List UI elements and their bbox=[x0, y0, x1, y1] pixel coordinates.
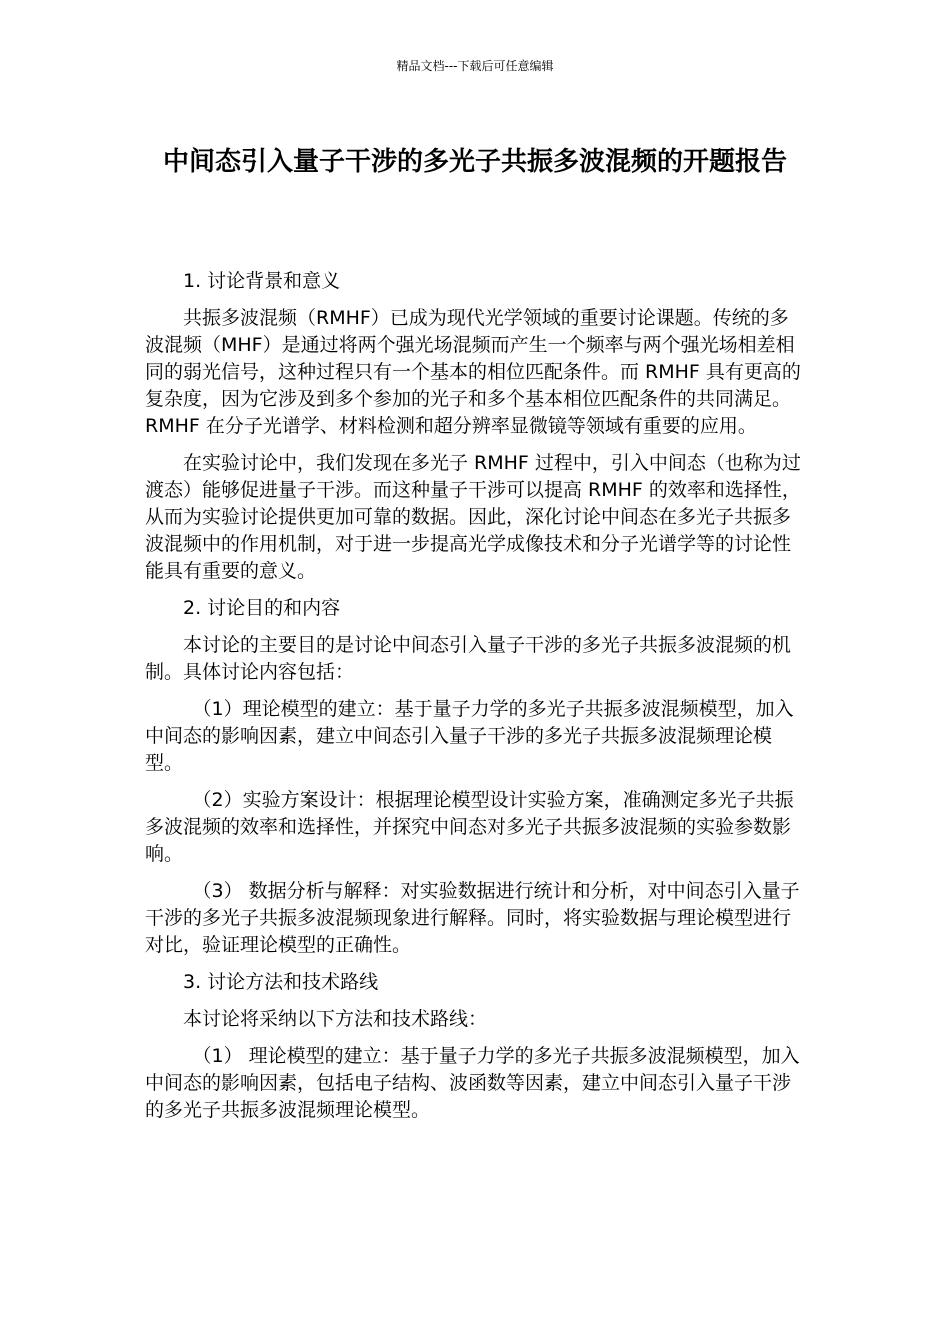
paragraph: 本讨论的主要目的是讨论中间态引入量子干涉的多光子共振多波混频的机制。具体讨论内容包括： bbox=[145, 634, 792, 683]
section-heading-background: 1. 讨论背景和意义 bbox=[183, 270, 341, 292]
list-item: （1） 理论模型的建立：基于量子力学的多光子共振多波混频模型，加入中间态的影响因素，包括电子结构、波函数等因素，建立中间态引入量子干涉的多光子共振多波混频理论模型。 bbox=[145, 1045, 800, 1121]
document-body bbox=[145, 268, 805, 1134]
section-heading-methods: 3. 讨论方法和技术路线 bbox=[183, 971, 379, 993]
section-heading-objectives: 2. 讨论目的和内容 bbox=[183, 597, 341, 619]
paragraph: 共振多波混频（RMHF）已成为现代光学领域的重要讨论课题。传统的多波混频（MHF）是通过将两个强光场混频而产生一个频率与两个强光场相差相同的弱光信号，这种过程只有一个基本的相位匹配条件。而 RMHF 具有更高的复杂度，因为它涉及到多个参加的光子和多个基本相位匹配条件的共同满足。RMHF 在分子光谱学、材料检测和超分辨率显微镜等领域有重要的应用。 bbox=[145, 307, 801, 437]
header-note: 精品文档---下载后可任意编辑 bbox=[396, 59, 554, 73]
paragraph: 本讨论将采纳以下方法和技术路线： bbox=[183, 1008, 488, 1030]
list-item: （1）理论模型的建立：基于量子力学的多光子共振多波混频模型，加入中间态的影响因素，建立中间态引入量子干涉的多光子共振多波混频理论模型。 bbox=[145, 698, 794, 774]
list-item: （3） 数据分析与解释：对实验数据进行统计和分析，对中间态引入量子干涉的多光子共振多波混频现象进行解释。同时，将实验数据与理论模型进行对比，验证理论模型的正确性。 bbox=[145, 880, 800, 956]
document-title: 中间态引入量子干涉的多光子共振多波混频的开题报告 bbox=[162, 147, 787, 177]
paragraph: 在实验讨论中，我们发现在多光子 RMHF 过程中，引入中间态（也称为过渡态）能够促进量子干涉。而这种量子干涉可以提高 RMHF 的效率和选择性，从而为实验讨论提供更加可靠的数据。因此，深化讨论中间态在多光子共振多波混频中的作用机制，对于进一步提高光学成像技术和分子光谱学等的讨论性能具有重要的意义。 bbox=[145, 452, 801, 582]
list-item: （2）实验方案设计：根据理论模型设计实验方案，准确测定多光子共振多波混频的效率和选择性，并探究中间态对多光子共振多波混频的实验参数影响。 bbox=[145, 789, 794, 865]
